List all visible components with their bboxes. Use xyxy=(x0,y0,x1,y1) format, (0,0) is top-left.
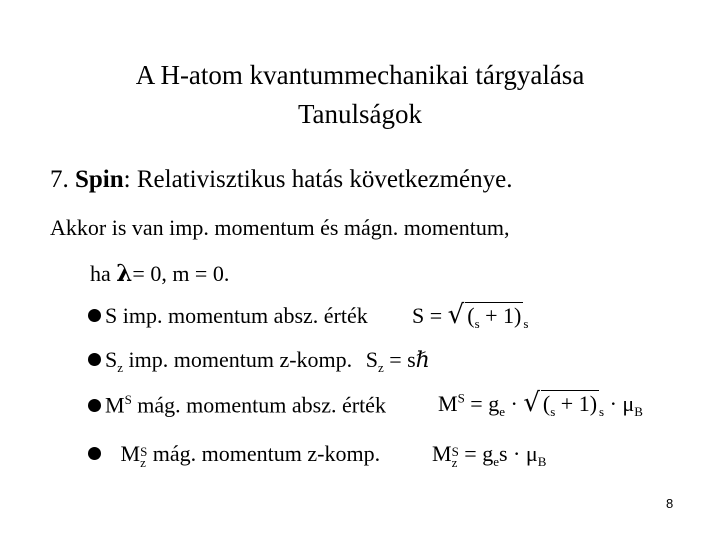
formula-mag-magnitude xyxy=(438,388,643,420)
sqrt-icon: √ xyxy=(523,388,540,418)
bullet-dot-icon xyxy=(88,399,101,412)
bullet-dot-icon xyxy=(88,447,101,460)
formula-mid: + 1) xyxy=(479,303,522,328)
sub-s-1: s xyxy=(474,316,480,331)
bullet-spin-z xyxy=(88,347,430,376)
sqrt-icon: √ xyxy=(447,300,465,330)
bullet-label-main: S xyxy=(105,347,118,372)
lambda-symbol: λ xyxy=(116,260,133,287)
bullet-label: S imp. momentum absz. érték xyxy=(105,303,368,328)
sym-sub: z xyxy=(140,455,146,470)
sqrt-content xyxy=(465,302,523,332)
bullet-label-sub: z xyxy=(117,360,124,375)
bullet-label-rest: imp. momentum z-komp. xyxy=(123,347,353,372)
eq-g: = g xyxy=(458,441,494,466)
formula-mag-z xyxy=(432,441,546,470)
lhs-sup: S xyxy=(457,390,465,406)
sym-sup: S xyxy=(140,444,148,459)
lhs-main: M xyxy=(438,391,458,416)
open-paren: ( xyxy=(542,391,551,416)
dot-op: · xyxy=(505,391,524,416)
condition-rest: = 0, m = 0. xyxy=(132,261,230,286)
intro-text: Akkor is van imp. momentum és mágn. momentum, xyxy=(50,215,510,240)
sub-s-1: s xyxy=(550,404,556,419)
page-title-line2: Tanulságok xyxy=(297,99,423,129)
formula-lhs: S = xyxy=(412,303,448,328)
bullet-spin-magnitude xyxy=(88,303,368,329)
page-title-line1: A H-atom kvantummechanikai tárgyalása xyxy=(135,60,585,90)
sqrt-content xyxy=(541,390,599,420)
tail-sub: B xyxy=(537,454,547,469)
tail-sub: B xyxy=(634,404,643,419)
eq-sub: z xyxy=(377,360,384,375)
condition-prefix: ha xyxy=(90,261,117,286)
sub-s-2: s xyxy=(599,404,605,419)
formula-spin-magnitude xyxy=(412,300,528,332)
lhs-main: M xyxy=(432,441,452,466)
bullet-label-rest: mág. momentum z-komp. xyxy=(147,441,381,466)
ge-sub: e xyxy=(499,404,505,419)
bullet-dot-icon xyxy=(88,309,101,322)
section-heading xyxy=(50,166,512,194)
bullet-label-main: M xyxy=(105,392,125,418)
section-number: 7. xyxy=(50,166,75,193)
page-number: 8 xyxy=(666,496,674,511)
eq-main: S xyxy=(365,347,378,372)
eq-g: = g xyxy=(464,391,500,416)
tail-mu: · μ xyxy=(604,391,635,416)
eq-rest: = s xyxy=(383,347,416,372)
bullet-mag-z xyxy=(88,441,380,468)
bullet-label-sup: S xyxy=(124,392,132,407)
hbar-symbol: ℏ xyxy=(415,348,430,373)
lhs-sup: S xyxy=(451,444,459,459)
bullet-dot-icon xyxy=(88,353,101,366)
bullet-mag-magnitude xyxy=(88,392,386,418)
lhs-sub: z xyxy=(451,455,458,470)
formula-mid: + 1) xyxy=(555,391,598,416)
lhs-supsub xyxy=(452,446,459,468)
sym-main: M xyxy=(120,441,141,466)
condition-line xyxy=(90,260,229,287)
formula-mid: s · μ xyxy=(499,441,538,466)
section-keyword: Spin xyxy=(75,166,124,193)
bullet-label-rest: mág. momentum absz. érték xyxy=(131,392,386,418)
ge-sub: e xyxy=(493,454,499,469)
section-heading-rest: : Relativisztikus hatás következménye. xyxy=(123,166,513,193)
open-paren: ( xyxy=(467,303,475,328)
sub-s-2: s xyxy=(523,316,529,331)
